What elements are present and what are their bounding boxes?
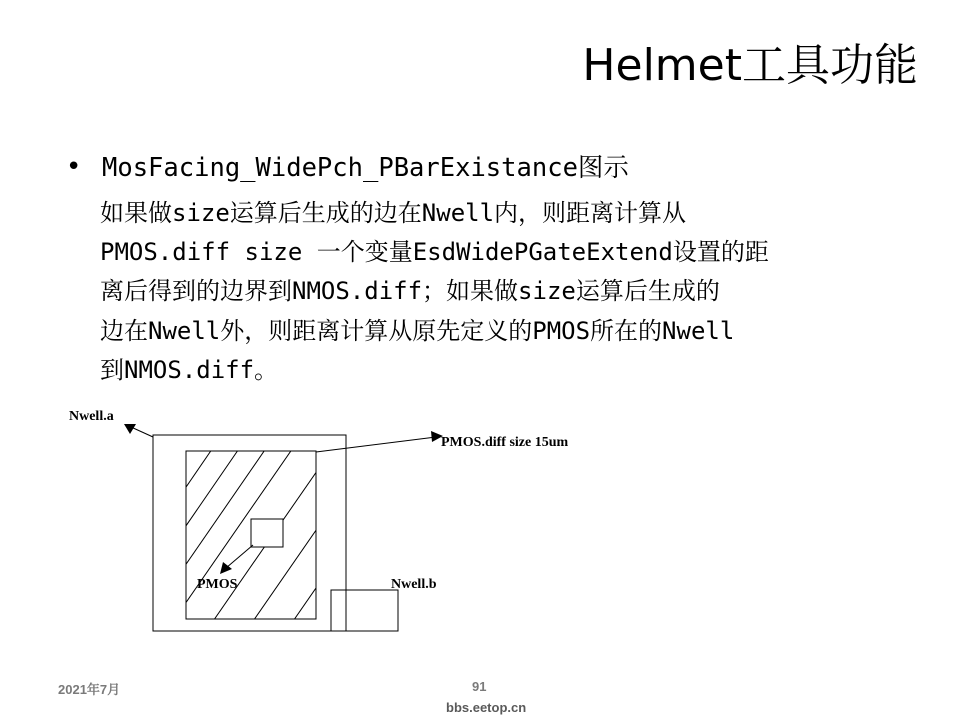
pmos-size-arrow-line [316, 437, 436, 452]
nwell-a-rect [153, 435, 346, 631]
body-line-5: 到NMOS.diff。 [100, 356, 279, 384]
footer-page-number: 91 [472, 679, 487, 694]
body-line-2: PMOS.diff size 一个变量EsdWidePGateExtend设置的距 [100, 238, 769, 266]
bullet-icon: • [66, 152, 82, 182]
pmos-hatch [0, 340, 500, 720]
body-line-3: 离后得到的边界到NMOS.diff；如果做size运算后生成的 [100, 277, 720, 305]
nwell-a-arrow-line [131, 427, 153, 437]
footer-site: bbs.eetop.cn [446, 700, 527, 715]
pmos-diff-size-label: PMOS.diff size 15um [441, 435, 569, 450]
nwell-b-rect [331, 590, 398, 631]
body-line-4: 边在Nwell外，则距离计算从原先定义的PMOS所在的Nwell [100, 317, 735, 345]
nwell-b-label: Nwell.b [391, 577, 437, 592]
pmos-arrow-line [226, 545, 253, 568]
slide-title: Helmet工具功能 [582, 40, 918, 91]
pmos-contact-rect [251, 519, 283, 547]
footer-date: 2021年7月 [58, 682, 121, 697]
bullet-heading: MosFacing_WidePch_PBarExistance图示 [102, 153, 629, 183]
nwell-a-label: Nwell.a [69, 409, 114, 424]
pmos-label: PMOS [197, 577, 238, 592]
body-line-1: 如果做size运算后生成的边在Nwell内，则距离计算从 [100, 199, 687, 227]
